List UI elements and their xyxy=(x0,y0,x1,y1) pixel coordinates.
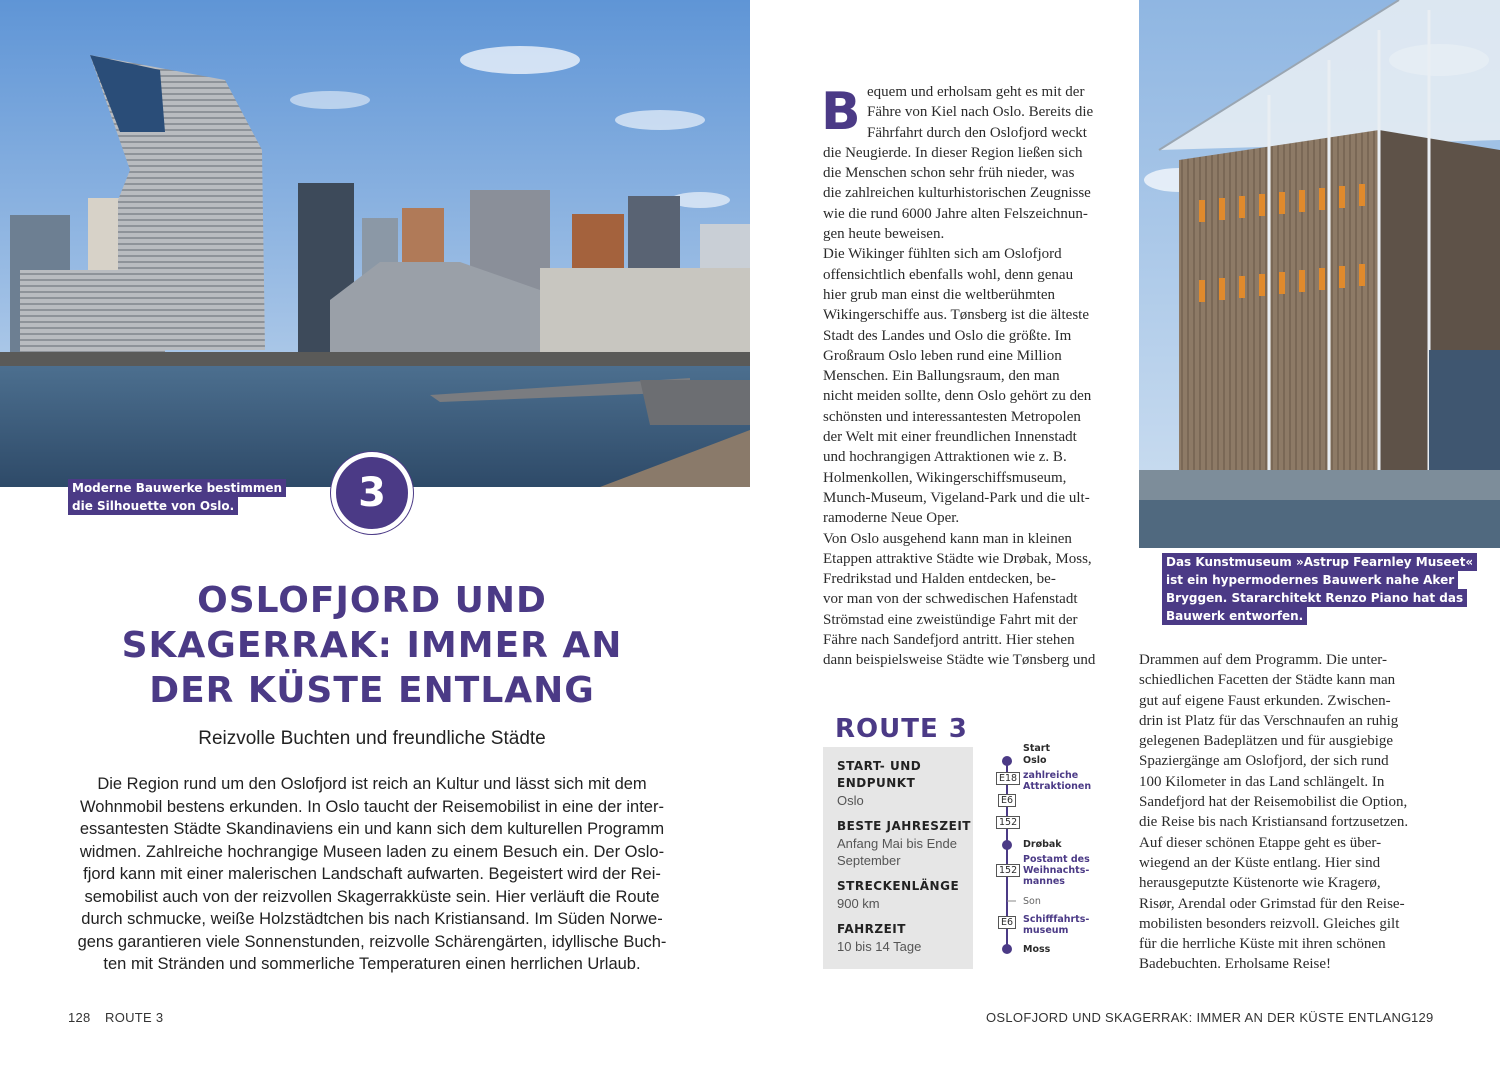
road-sign: 152 xyxy=(996,816,1020,829)
intro-line: fjord kann mit einer malerischen Landschaft aufwarten. Begeistert wird der Rei- xyxy=(83,865,661,883)
intro-line: essantesten Städte Skandinaviens ein und kann sich dem kulturellen Programm xyxy=(79,820,665,838)
season-value xyxy=(837,835,973,869)
body-line: Stadt des Landes und Oslo die größte. Im xyxy=(823,327,1072,344)
body-line: wiegend an der Küste entlang. Hier sind xyxy=(1139,854,1381,871)
body-line: gut auf eigene Faust erkunden. Zwischen- xyxy=(1139,692,1391,709)
stop-oslo: Oslo xyxy=(1023,755,1047,766)
body-line: vor man von der schwedischen Hafenstadt xyxy=(823,591,1078,608)
body-line: Spaziergänge am Oslofjord, der sich rund xyxy=(1139,753,1389,770)
right-photo-caption xyxy=(1162,553,1477,625)
body-line: Risør, Arendal oder Grimstad für den Reise- xyxy=(1139,895,1405,912)
right-caption-line: ist ein hypermodernes Bauwerk nahe Aker xyxy=(1162,571,1458,589)
body-line: equem und erholsam geht es mit der xyxy=(867,84,1085,100)
intro-line: Wohnmobil bestens erkunden. In Oslo taucht der Reisemobilist in eine der inter- xyxy=(80,797,664,816)
body-line: herausgeputzte Küstenorte wie Kragerø, xyxy=(1139,875,1381,892)
body-line: Fredrikstad und Halden entdecken, be- xyxy=(823,571,1056,588)
body-line: Die Wikinger fühlten sich am Oslofjord xyxy=(823,246,1062,263)
body-line: die Menschen schon sehr früh nieder, was xyxy=(823,165,1075,182)
body-line: Sandefjord hat der Reisemobilist die Option, xyxy=(1139,794,1408,811)
oslo-note-line: Attraktionen xyxy=(1023,781,1092,792)
body-line: drin ist Platz für das Verschnaufen an ruhig xyxy=(1139,712,1399,729)
route-number-badge xyxy=(331,452,413,534)
body-line: 100 Kilometer in das Land schlängelt. In xyxy=(1139,773,1385,790)
right-caption-line: Bauwerk entworfen. xyxy=(1162,607,1307,625)
body-line: Drammen auf dem Programm. Die unter- xyxy=(1139,652,1387,668)
body-line: der Welt mit einer freundlichen Innenstadt xyxy=(823,429,1077,446)
stop-moss: Moss xyxy=(1023,944,1051,955)
body-line: Auf dieser schönen Etappe geht es über- xyxy=(1139,834,1382,851)
body-line: Holmenkollen, Wikingerschiffsmuseum, xyxy=(823,469,1067,486)
route-info-box xyxy=(823,747,973,969)
route-heading: ROUTE 3 xyxy=(835,714,968,744)
chapter-subtitle: Reizvolle Buchten und freundliche Städte xyxy=(198,728,546,749)
chapter-title-line: DER KÜSTE ENTLANG xyxy=(149,670,595,711)
intro-line: ten mit Stränden und sommerliche Temperaturen einen herrlichen Urlaub. xyxy=(103,955,641,973)
body-line: Menschen. Ein Ballungsraum, den man xyxy=(823,368,1060,385)
body-line: hier grub man einst die weltberühmten xyxy=(823,286,1056,303)
road-sign: 152 xyxy=(996,864,1020,877)
stop-drobak: Drøbak xyxy=(1023,839,1062,850)
intro-line: durch schmucke, weiße Holzstädtchen bis nach Kristiansand. Im Süden Norwe- xyxy=(81,910,663,928)
road-sign: E6 xyxy=(998,794,1016,807)
season-label: BESTE JAHRESZEIT xyxy=(837,819,971,833)
drobak-note-line: Weihnachts- xyxy=(1023,865,1090,876)
body-line: offensichtlich ebenfalls wohl, denn genau xyxy=(823,266,1074,283)
road-sign: E6 xyxy=(998,916,1016,929)
left-photo-caption xyxy=(68,479,286,515)
left-caption-line: Moderne Bauwerke bestimmen xyxy=(68,479,286,497)
drobak-note xyxy=(1023,854,1090,887)
intro-line: semobilist auch von der reizvollen Skagerrakküste sein. Hier verläuft die Route xyxy=(84,887,660,906)
chapter-title-line: SKAGERRAK: IMMER AN xyxy=(121,625,623,666)
oslo-note xyxy=(1023,770,1091,792)
body-line: Fähre nach Sandefjord antritt. Hier stehen xyxy=(823,632,1075,649)
page-number-right: 129 xyxy=(1411,1010,1434,1025)
body-line: schiedlichen Facetten der Städte kann man xyxy=(1139,672,1396,689)
right-caption-line: Das Kunstmuseum »Astrup Fearnley Museet« xyxy=(1162,553,1477,571)
distance-value: 900 km xyxy=(837,896,880,911)
start-value: Oslo xyxy=(837,793,864,808)
page-number-left: 128 xyxy=(68,1010,91,1025)
left-caption-line: die Silhouette von Oslo. xyxy=(68,497,238,515)
body-line: schönsten und interessantesten Metropolen xyxy=(823,408,1081,425)
body-line: wie die rund 6000 Jahre alten Felszeichnun- xyxy=(823,205,1088,222)
body-line: Fährfahrt durch den Oslofjord weckt xyxy=(867,124,1087,141)
body-line: Munch-Museum, Vigeland-Park und die ult- xyxy=(823,489,1090,506)
body-line: nicht meiden sollte, denn Oslo gehört zu den xyxy=(823,388,1092,405)
oslo-note-line: zahlreiche xyxy=(1023,770,1079,781)
running-head-right: OSLOFJORD UND SKAGERRAK: IMMER AN DER KÜSTE ENTLANG xyxy=(986,1010,1412,1025)
intro-line: Die Region rund um den Oslofjord ist reich an Kultur und lässt sich mit dem xyxy=(97,775,647,793)
body-line: die Neugierde. In dieser Region ließen sich xyxy=(823,144,1083,161)
chapter-title xyxy=(60,578,684,713)
body-line: Badebuchten. Erholsame Reise! xyxy=(1139,956,1332,973)
start-label-line: START- UND xyxy=(837,759,922,773)
son-note xyxy=(1023,914,1089,936)
body-column-right xyxy=(1139,650,1439,975)
right-caption-line: Bryggen. Stararchitekt Renzo Piano hat das xyxy=(1162,589,1467,607)
stop-marker-drobak xyxy=(1002,840,1012,850)
route-timeline xyxy=(990,740,1100,970)
body-line: Strömstad eine zweistündige Fahrt mit der xyxy=(823,611,1078,628)
body-line: Großraum Oslo leben rund eine Million xyxy=(823,347,1062,364)
season-value-line: September xyxy=(837,853,901,868)
son-note-line: Schifffahrts- xyxy=(1023,914,1090,925)
duration-label: FAHRZEIT xyxy=(837,922,906,936)
start-label xyxy=(837,758,973,792)
body-line: und hochrangigen Attraktionen wie z. B. xyxy=(823,449,1067,466)
body-line: Etappen attraktive Städte wie Drøbak, Moss, xyxy=(823,550,1092,567)
intro-line: widmen. Zahlreiche hochrangige Museen laden zu einem Besuch ein. Der Oslo- xyxy=(79,842,665,861)
stop-son: Son xyxy=(1023,896,1041,907)
body-line: ramoderne Neue Oper. xyxy=(823,510,960,527)
body-line: die Reise bis nach Kristiansand fortzusetzen. xyxy=(1139,814,1409,831)
start-tag: Start xyxy=(1023,743,1051,754)
stop-marker-moss xyxy=(1002,944,1012,954)
oslo-waterfront-photo xyxy=(0,0,750,487)
season-value-line: Anfang Mai bis Ende xyxy=(837,836,957,851)
body-line: gen heute beweisen. xyxy=(823,226,945,243)
body-column-middle xyxy=(823,82,1123,671)
running-head-left: ROUTE 3 xyxy=(105,1010,164,1025)
drop-cap: B xyxy=(821,82,861,142)
body-line: dann beispielsweise Städte wie Tønsberg und xyxy=(823,652,1096,669)
start-label-line: ENDPUNKT xyxy=(837,776,916,790)
body-line: Von Oslo ausgehend kann man in kleinen xyxy=(823,530,1072,547)
drobak-note-line: mannes xyxy=(1023,876,1065,887)
route-number: 3 xyxy=(358,470,386,516)
duration-value: 10 bis 14 Tage xyxy=(837,939,922,954)
chapter-title-line: OSLOFJORD UND xyxy=(197,580,547,621)
distance-label: STRECKENLÄNGE xyxy=(837,879,960,893)
intro-line: gens garantieren viele Sonnenstunden, reizvolle Schärengärten, idyllische Buch- xyxy=(77,932,667,951)
body-line: Fähre von Kiel nach Oslo. Bereits die xyxy=(867,104,1094,121)
body-line: die zahlreichen kulturhistorischen Zeugnisse xyxy=(823,185,1091,202)
body-line: Wikingerschiffe aus. Tønsberg ist die älteste xyxy=(823,307,1090,324)
stop-marker-oslo xyxy=(1002,756,1012,766)
intro-paragraph xyxy=(60,773,684,976)
road-sign: E18 xyxy=(996,772,1020,785)
drobak-note-line: Postamt des xyxy=(1023,854,1090,865)
body-line: gelegenen Badeplätzen und für ausgiebige xyxy=(1139,733,1394,750)
body-line: für die herrliche Küste mit ihren schönen xyxy=(1139,936,1386,953)
son-note-line: museum xyxy=(1023,925,1069,936)
museum-photo xyxy=(1139,0,1500,548)
body-line: mobilisten besonders reizvoll. Gleiches gilt xyxy=(1139,915,1400,932)
